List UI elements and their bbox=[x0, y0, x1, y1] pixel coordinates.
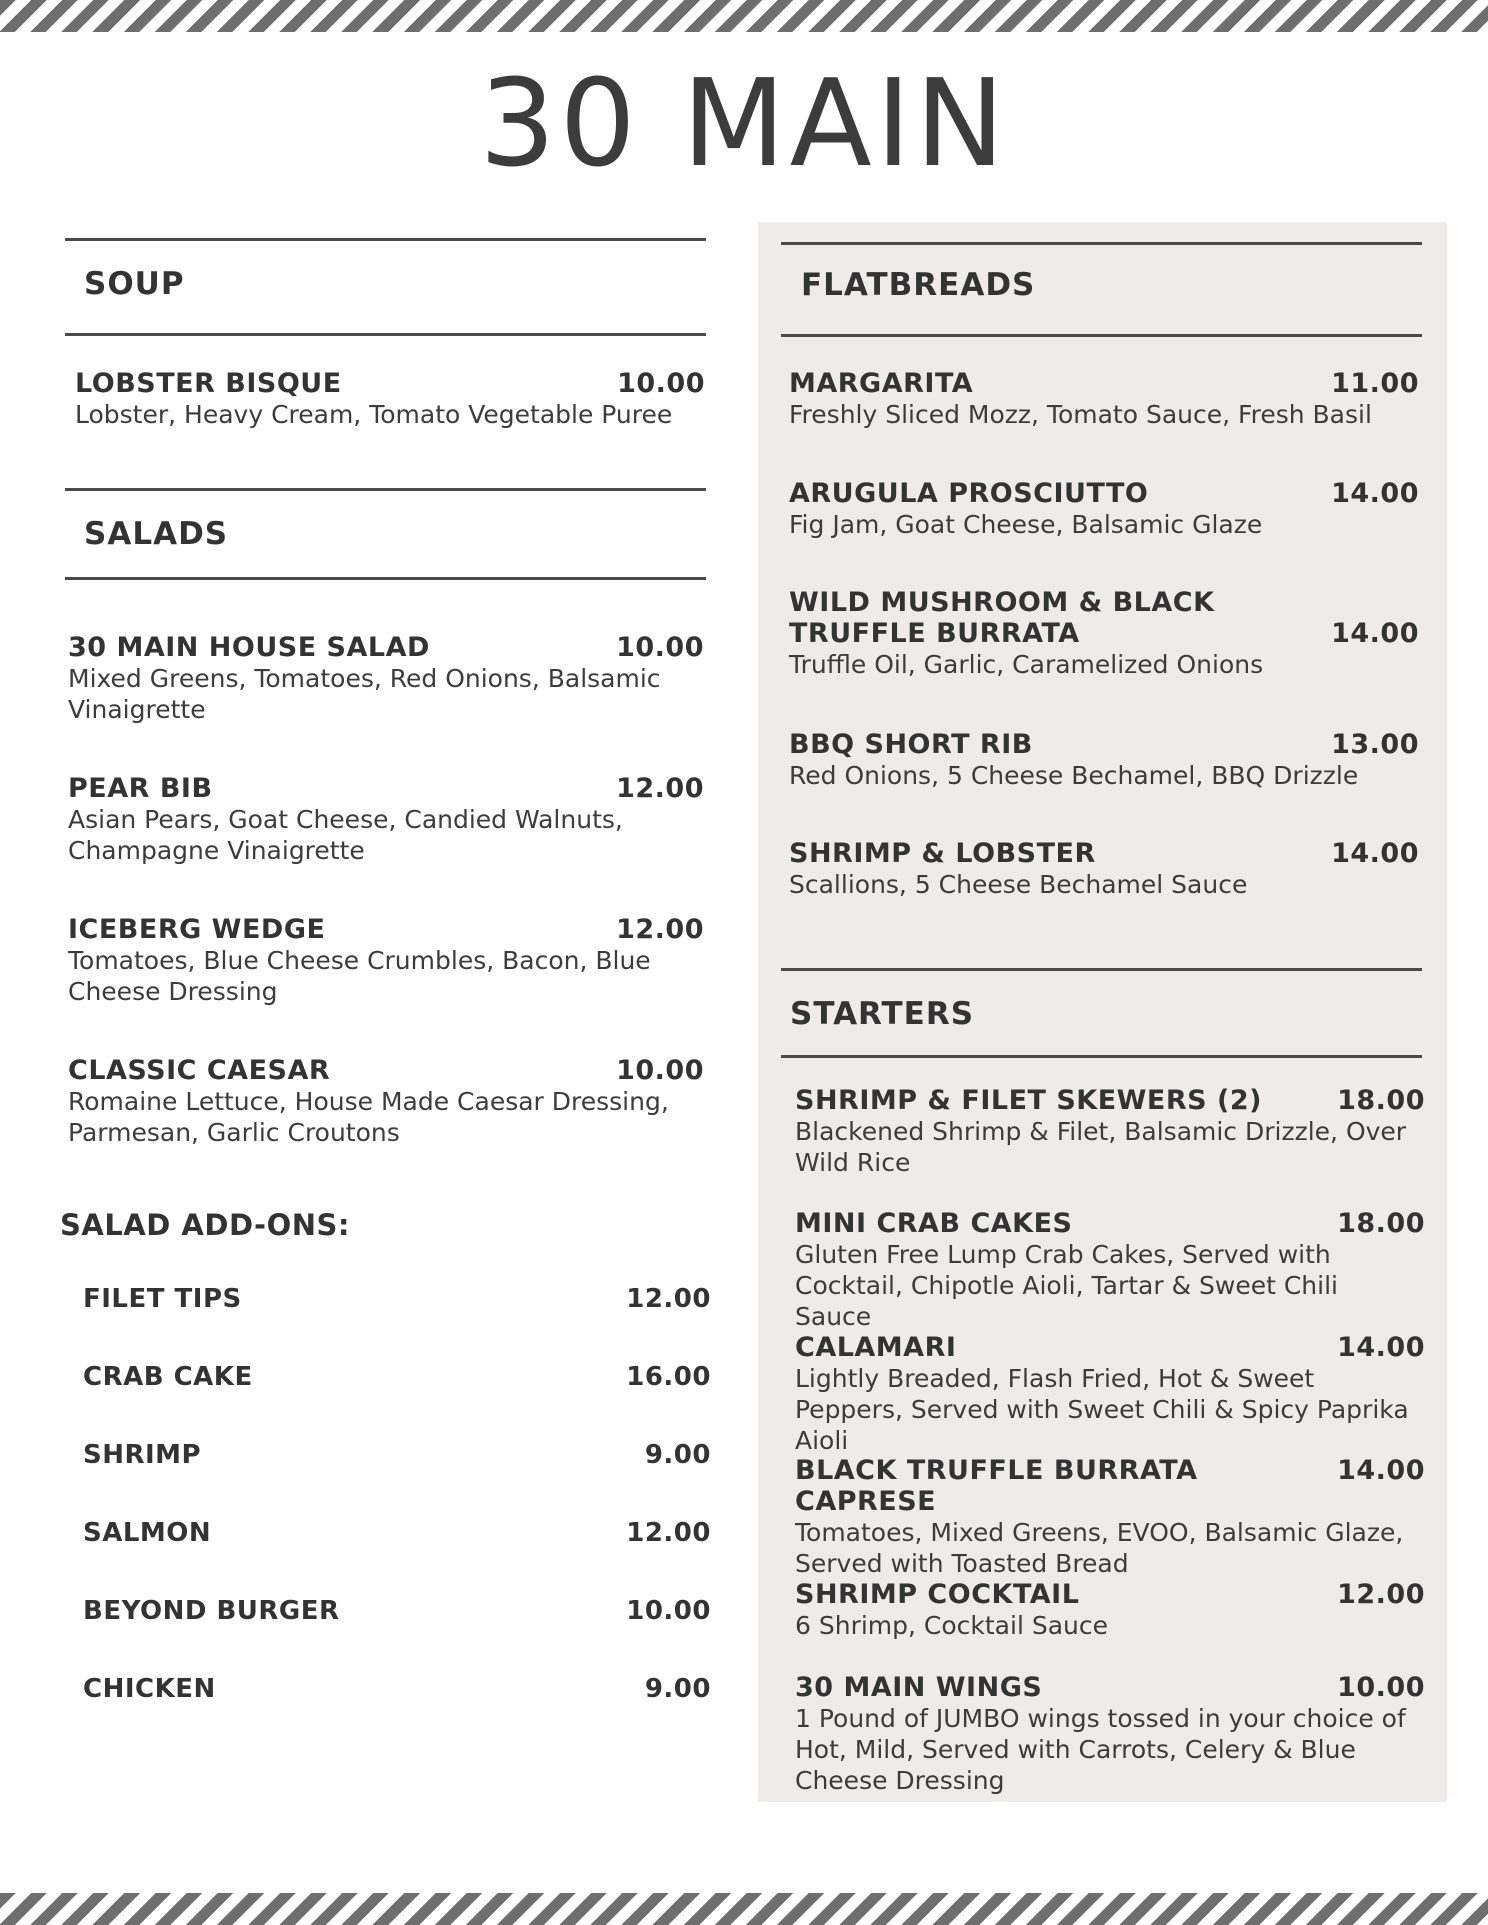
addon-item bbox=[83, 1596, 711, 1626]
addon-price: 9.00 bbox=[644, 1674, 711, 1704]
menu-item bbox=[795, 1455, 1425, 1579]
addon-item bbox=[83, 1362, 711, 1392]
item-description: Tomatoes, Mixed Greens, EVOO, Balsamic Glaze, Served with Toasted Bread bbox=[795, 1518, 1404, 1578]
menu-item bbox=[68, 632, 704, 725]
addon-price: 12.00 bbox=[626, 1284, 711, 1314]
top-stripe-border bbox=[0, 0, 1488, 32]
item-name: SHRIMP & FILET SKEWERS (2) bbox=[795, 1085, 1262, 1116]
menu-item bbox=[795, 1672, 1425, 1796]
menu-item bbox=[789, 838, 1419, 900]
divider bbox=[781, 242, 1422, 245]
item-price: 10.00 bbox=[616, 632, 704, 663]
menu-item bbox=[795, 1579, 1425, 1641]
item-name: 30 MAIN WINGS bbox=[795, 1672, 1043, 1703]
item-name: ICEBERG WEDGE bbox=[68, 914, 326, 945]
item-description: Blackened Shrimp & Filet, Balsamic Drizzle, Over Wild Rice bbox=[795, 1117, 1407, 1177]
menu-item bbox=[789, 478, 1419, 540]
item-name-line: TRUFFLE BURRATA bbox=[789, 618, 1080, 649]
item-description: Scallions, 5 Cheese Bechamel Sauce bbox=[789, 870, 1248, 899]
item-price: 14.00 bbox=[1331, 838, 1419, 869]
item-price: 11.00 bbox=[1331, 368, 1419, 399]
item-name: ARUGULA PROSCIUTTO bbox=[789, 478, 1149, 509]
addon-item bbox=[83, 1440, 711, 1470]
item-price: 10.00 bbox=[1337, 1672, 1425, 1703]
addon-name: CRAB CAKE bbox=[83, 1362, 253, 1392]
item-price: 12.00 bbox=[1337, 1579, 1425, 1610]
addon-price: 9.00 bbox=[644, 1440, 711, 1470]
item-name: SHRIMP & LOBSTER bbox=[789, 838, 1096, 869]
item-name: SHRIMP COCKTAIL bbox=[795, 1579, 1080, 1610]
item-price: 18.00 bbox=[1337, 1085, 1425, 1116]
item-description: Red Onions, 5 Cheese Bechamel, BBQ Drizzle bbox=[789, 761, 1359, 790]
divider bbox=[781, 1055, 1422, 1058]
addon-price: 16.00 bbox=[626, 1362, 711, 1392]
menu-item bbox=[789, 368, 1419, 430]
item-price: 13.00 bbox=[1331, 729, 1419, 760]
section-title-starters: STARTERS bbox=[790, 996, 975, 1032]
divider bbox=[781, 968, 1422, 971]
section-title-salad-addons: SALAD ADD-ONS: bbox=[60, 1208, 350, 1242]
addon-item bbox=[83, 1674, 711, 1704]
item-name: CALAMARI bbox=[795, 1332, 957, 1363]
item-price: 10.00 bbox=[617, 368, 705, 399]
addon-name: CHICKEN bbox=[83, 1674, 216, 1704]
addon-name: BEYOND BURGER bbox=[83, 1596, 340, 1626]
divider bbox=[65, 577, 706, 580]
item-price: 18.00 bbox=[1337, 1208, 1425, 1239]
addon-price: 12.00 bbox=[626, 1518, 711, 1548]
section-title-soup: SOUP bbox=[84, 266, 185, 302]
addon-name: SALMON bbox=[83, 1518, 212, 1548]
menu-item bbox=[795, 1085, 1425, 1178]
menu-item bbox=[75, 368, 705, 430]
divider bbox=[65, 488, 706, 491]
section-title-salads: SALADS bbox=[84, 516, 229, 552]
menu-item bbox=[795, 1332, 1425, 1456]
item-description: Romaine Lettuce, House Made Caesar Dressing, Parmesan, Garlic Croutons bbox=[68, 1087, 669, 1147]
item-description: Asian Pears, Goat Cheese, Candied Walnuts, Champagne Vinaigrette bbox=[68, 805, 623, 865]
item-description: Fig Jam, Goat Cheese, Balsamic Glaze bbox=[789, 510, 1263, 539]
item-name: BLACK TRUFFLE BURRATA CAPRESE bbox=[795, 1455, 1198, 1517]
item-name: CLASSIC CAESAR bbox=[68, 1055, 331, 1086]
item-price: 14.00 bbox=[1337, 1455, 1425, 1486]
item-name: MARGARITA bbox=[789, 368, 974, 399]
addon-price: 10.00 bbox=[626, 1596, 711, 1626]
divider bbox=[781, 334, 1422, 337]
divider bbox=[65, 238, 706, 241]
addon-name: SHRIMP bbox=[83, 1440, 202, 1470]
menu-item bbox=[68, 914, 704, 1007]
item-name-line: WILD MUSHROOM & BLACK bbox=[789, 587, 1215, 618]
menu-item bbox=[789, 729, 1419, 791]
item-name: BBQ SHORT RIB bbox=[789, 729, 1033, 760]
item-description: Gluten Free Lump Crab Cakes, Served with Cocktail, Chipotle Aioli, Tartar & Sweet Chili Sauce bbox=[795, 1240, 1338, 1331]
addon-item bbox=[83, 1284, 711, 1314]
item-name: PEAR BIB bbox=[68, 773, 213, 804]
addon-name: FILET TIPS bbox=[83, 1284, 242, 1314]
item-name: MINI CRAB CAKES bbox=[795, 1208, 1073, 1239]
addon-item bbox=[83, 1518, 711, 1548]
item-price: 14.00 bbox=[1331, 478, 1419, 509]
item-price: 14.00 bbox=[1331, 618, 1419, 649]
item-description: Lightly Breaded, Flash Fried, Hot & Sweet Peppers, Served with Sweet Chili & Spicy Paprika Aioli bbox=[795, 1364, 1409, 1455]
item-price: 14.00 bbox=[1337, 1332, 1425, 1363]
bottom-stripe-border bbox=[0, 1893, 1488, 1925]
menu-item bbox=[789, 587, 1419, 680]
divider bbox=[65, 333, 706, 336]
item-price: 12.00 bbox=[616, 773, 704, 804]
menu-item bbox=[68, 1055, 704, 1148]
menu-item bbox=[68, 773, 704, 866]
restaurant-title: 30 MAIN bbox=[479, 55, 1009, 194]
item-description: Lobster, Heavy Cream, Tomato Vegetable Puree bbox=[75, 400, 673, 429]
item-description: Truffle Oil, Garlic, Caramelized Onions bbox=[789, 650, 1264, 679]
item-name: 30 MAIN HOUSE SALAD bbox=[68, 632, 430, 663]
item-description: Mixed Greens, Tomatoes, Red Onions, Balsamic Vinaigrette bbox=[68, 664, 661, 724]
section-title-flatbreads: FLATBREADS bbox=[801, 267, 1036, 303]
item-name bbox=[789, 587, 1215, 649]
item-name: LOBSTER BISQUE bbox=[75, 368, 342, 399]
menu-item bbox=[795, 1208, 1425, 1332]
item-description: Tomatoes, Blue Cheese Crumbles, Bacon, Blue Cheese Dressing bbox=[68, 946, 651, 1006]
item-price: 12.00 bbox=[616, 914, 704, 945]
item-description: 1 Pound of JUMBO wings tossed in your choice of Hot, Mild, Served with Carrots, Celery & Blue Cheese Dressing bbox=[795, 1704, 1406, 1795]
item-description: Freshly Sliced Mozz, Tomato Sauce, Fresh Basil bbox=[789, 400, 1372, 429]
item-description: 6 Shrimp, Cocktail Sauce bbox=[795, 1611, 1109, 1640]
item-price: 10.00 bbox=[616, 1055, 704, 1086]
